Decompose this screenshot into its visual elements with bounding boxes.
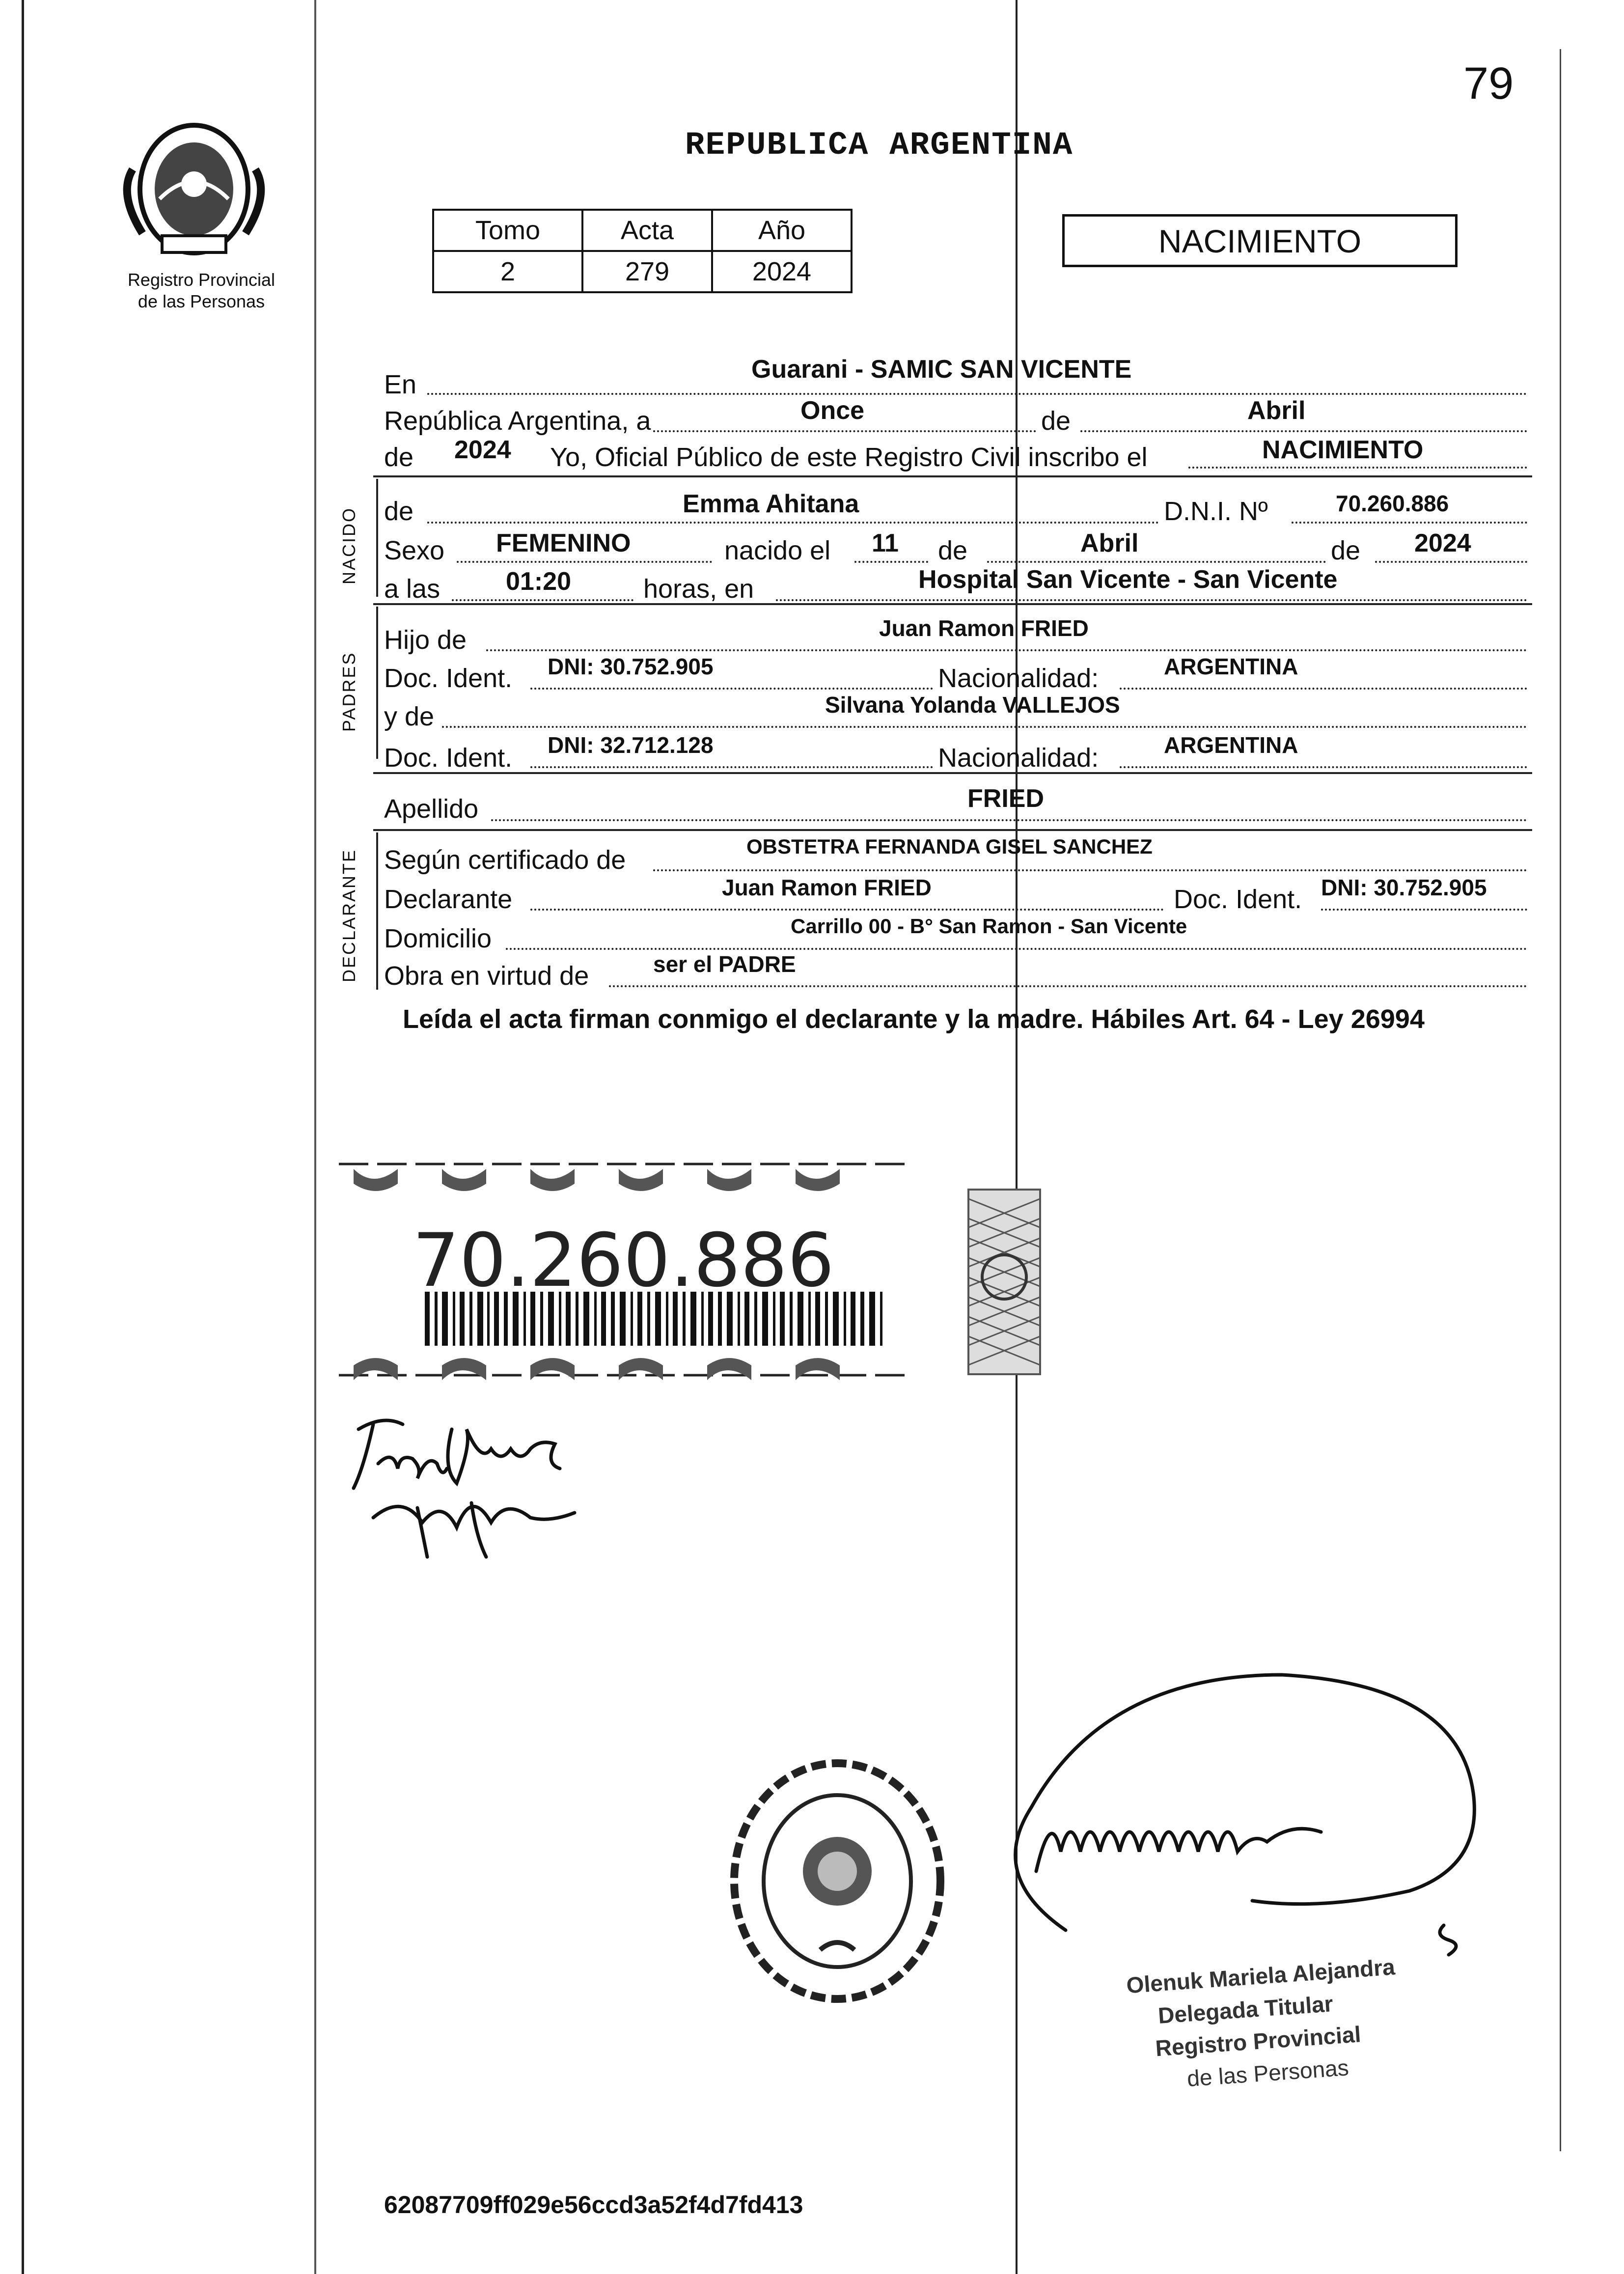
delegate-registry: Registro Provincial (1155, 2021, 1362, 2061)
birth-month-value: Abril (1080, 529, 1139, 557)
official-seal (722, 1753, 953, 2009)
dotted-line (506, 948, 1527, 950)
sexo-value: FEMENINO (496, 529, 631, 557)
document-hash: 62087709ff029e56ccd3a52f4d7fd413 (384, 2191, 803, 2219)
dotted-line (1321, 909, 1527, 911)
child-dni-value: 70.260.886 (1336, 491, 1449, 516)
label-de2: de (384, 443, 414, 472)
ref-value-ano: 2024 (712, 251, 852, 292)
separator (373, 475, 1532, 477)
dotted-line (442, 726, 1527, 728)
month-value: Abril (1247, 396, 1306, 425)
ref-header-ano: Año (712, 210, 852, 251)
dotted-line (1120, 688, 1527, 690)
dotted-line (854, 561, 928, 563)
declarant-signature (344, 1410, 619, 1567)
capacity-value: ser el PADRE (653, 951, 796, 977)
scan-edge-left (22, 0, 24, 2274)
dotted-line (530, 909, 1164, 911)
section-label-declarant: DECLARANTE (339, 848, 359, 982)
father-nationality-value: ARGENTINA (1164, 654, 1298, 679)
certificate-value: OBSTETRA FERNANDA GISEL SANCHEZ (746, 835, 1153, 858)
dotted-line (530, 766, 933, 768)
delegate-stamp (1125, 1950, 1403, 2099)
address-value: Carrillo 00 - B° San Ramon - San Vicente (791, 915, 1187, 938)
delegate-title: Delegada Titular (1157, 1991, 1334, 2028)
registry-caption (108, 269, 295, 312)
birth-day-value: 11 (872, 529, 899, 557)
dotted-line (491, 819, 1527, 821)
scan-edge-right (1560, 49, 1561, 2151)
label-horas: horas, en (643, 574, 754, 604)
mother-nationality-value: ARGENTINA (1164, 732, 1298, 758)
separator (373, 829, 1532, 831)
delegate-registry-2: de las Personas (1186, 2054, 1350, 2092)
closing-text: Leída el acta firman conmigo el declarante y la madre. Hábiles Art. 64 - Ley 26994 (403, 1004, 1425, 1034)
label-republica: República Argentina, a (384, 406, 651, 436)
record-type-box: NACIMIENTO (1062, 214, 1458, 267)
child-name-value: Emma Ahitana (683, 490, 859, 518)
separator (373, 772, 1532, 774)
label-nacido: nacido el (724, 536, 831, 565)
stamp-number: 70.260.886 (413, 1218, 834, 1303)
ref-header-acta: Acta (582, 210, 712, 251)
label-obra-en-virtud: Obra en virtud de (384, 961, 589, 991)
dotted-line (427, 522, 1159, 524)
surname-value: FRIED (967, 784, 1044, 813)
label-hijo-de: Hijo de (384, 625, 467, 655)
dotted-line (653, 430, 1036, 432)
dotted-line (609, 985, 1527, 987)
label-born-de: de (384, 497, 414, 526)
label-y-de: y de (384, 702, 435, 731)
ref-value-acta: 279 (582, 251, 712, 292)
mother-doc-value: DNI: 32.712.128 (548, 732, 714, 758)
label-de: de (1041, 406, 1071, 436)
hologram-seal (967, 1189, 1041, 1375)
label-declarante: Declarante (384, 885, 513, 914)
label-domicilio: Domicilio (384, 924, 492, 953)
label-inscribo: Yo, Oficial Público de este Registro Civil inscribo el (550, 443, 1148, 472)
label-segun-certificado: Según certificado de (384, 845, 626, 875)
year-value: 2024 (454, 436, 511, 464)
dotted-line (1188, 467, 1527, 469)
registry-caption-line1: Registro Provincial (127, 270, 275, 290)
dotted-line (1080, 430, 1527, 432)
label-doc-ident-declarant: Doc. Ident. (1174, 885, 1302, 914)
father-name-value: Juan Ramon FRIED (879, 615, 1089, 641)
label-doc-ident: Doc. Ident. (384, 664, 513, 693)
section-label-parents: PADRES (339, 651, 359, 732)
day-words-value: Once (800, 396, 865, 425)
dotted-line (457, 561, 712, 563)
reference-table (432, 209, 853, 293)
label-apellido: Apellido (384, 794, 479, 824)
birth-time-value: 01:20 (506, 567, 571, 596)
dotted-line (987, 561, 1326, 563)
declarant-name-value: Juan Ramon FRIED (722, 875, 932, 900)
separator (373, 603, 1532, 605)
misiones-province-logo (113, 111, 275, 263)
dotted-line (427, 393, 1527, 395)
registry-caption-line2: de las Personas (138, 291, 265, 311)
label-birth-de: de (938, 536, 968, 565)
father-doc-value: DNI: 30.752.905 (548, 654, 714, 679)
ref-header-tomo: Tomo (433, 210, 582, 251)
dotted-line (486, 649, 1527, 651)
section-bar-declarant (376, 832, 378, 990)
section-bar-born (376, 479, 378, 597)
dotted-line (1292, 522, 1527, 524)
label-nacionalidad-mother: Nacionalidad: (938, 743, 1099, 773)
country-title: REPUBLICA ARGENTINA (685, 127, 1073, 164)
mother-name-value: Silvana Yolanda VALLEJOS (825, 692, 1120, 718)
dotted-line (653, 869, 1527, 871)
official-signature (977, 1645, 1508, 1969)
birth-place-value: Hospital San Vicente - San Vicente (918, 565, 1338, 594)
binding-line (314, 0, 316, 2274)
dotted-line (452, 599, 633, 601)
dotted-line (776, 599, 1527, 601)
label-a-las: a las (384, 574, 440, 604)
label-nacionalidad: Nacionalidad: (938, 664, 1099, 693)
dotted-line (1120, 766, 1527, 768)
dotted-line (1375, 561, 1527, 563)
place-value: Guarani - SAMIC SAN VICENTE (751, 355, 1132, 384)
dotted-line (530, 688, 933, 690)
declarant-doc-value: DNI: 30.752.905 (1321, 875, 1487, 900)
label-en: En (384, 370, 417, 399)
delegate-name: Olenuk Mariela Alejandra (1125, 1954, 1396, 1998)
label-birth-de-year: de (1331, 536, 1361, 565)
section-label-born: NACIDO (339, 506, 359, 584)
label-doc-ident-mother: Doc. Ident. (384, 743, 513, 773)
section-bar-parents (376, 607, 378, 759)
label-dni: D.N.I. Nº (1164, 497, 1268, 526)
page-number: 79 (1463, 58, 1514, 109)
birth-year-value: 2024 (1414, 529, 1471, 557)
ref-value-tomo: 2 (433, 251, 582, 292)
label-sexo: Sexo (384, 536, 445, 565)
act-type-value: NACIMIENTO (1262, 436, 1424, 464)
